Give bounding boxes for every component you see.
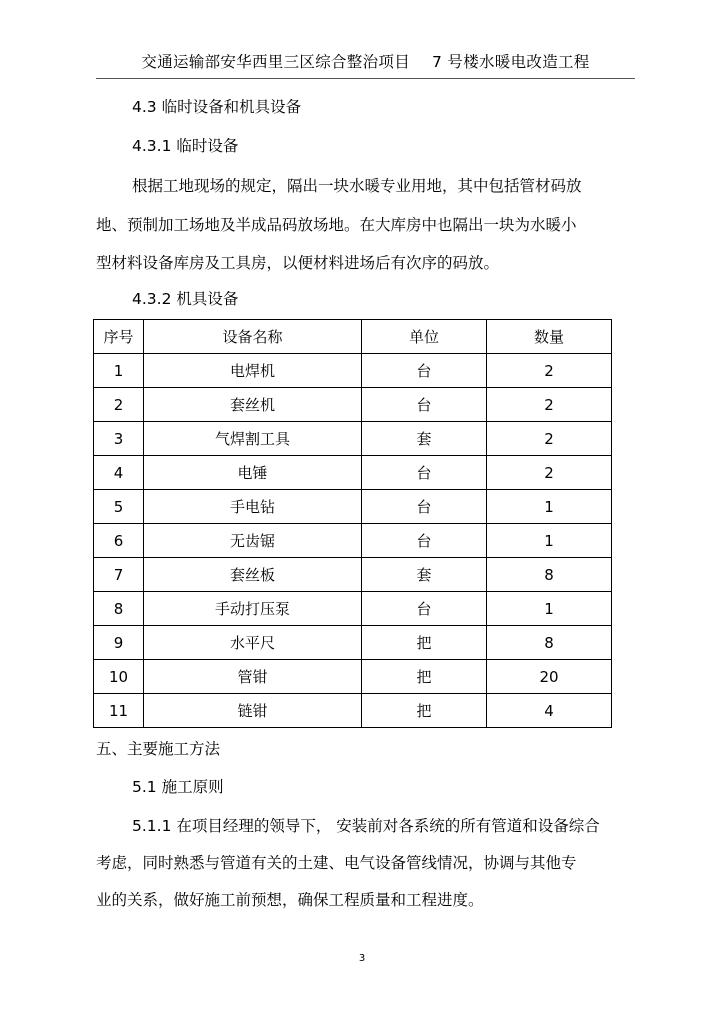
paragraph-4-3-1-line-3: 型材料设备库房及工具房，以便材料进场后有次序的码放。 [96,254,500,272]
table-row [94,626,612,660]
equipment-table [93,319,612,728]
cell-equipment-name: 水平尺 [144,626,362,660]
cell-equipment-name: 管钳 [144,660,362,694]
paragraph-5-1-1-line-2: 考虑，同时熟悉与管道有关的土建、电气设备管线情况，协调与其他专 [96,854,577,872]
cell-quantity: 2 [487,354,612,388]
table-row [94,354,612,388]
cell-unit: 台 [362,490,487,524]
cell-equipment-name: 套丝机 [144,388,362,422]
table-row [94,388,612,422]
cell-equipment-name: 电焊机 [144,354,362,388]
page-number: 3 [358,953,366,964]
header-building-name: 7 号楼水暖电改造工程 [432,53,590,71]
paragraph-5-1-1-line-1: 5.1.1 在项目经理的领导下， 安装前对各系统的所有管道和设备综合 [132,817,600,835]
cell-unit: 把 [362,626,487,660]
cell-equipment-name: 无齿锯 [144,524,362,558]
table-row [94,660,612,694]
cell-serial: 6 [94,524,144,558]
heading-4-3-2: 4.3.2 机具设备 [132,290,239,308]
cell-quantity: 8 [487,558,612,592]
cell-quantity: 4 [487,694,612,728]
table-row [94,558,612,592]
column-header-serial: 序号 [94,320,144,354]
heading-5-1: 5.1 施工原则 [132,778,224,796]
table-row [94,456,612,490]
column-header-quantity: 数量 [487,320,612,354]
cell-serial: 2 [94,388,144,422]
cell-quantity: 1 [487,524,612,558]
table-header-row [94,320,612,354]
paragraph-5-1-1-line-3: 业的关系，做好施工前预想，确保工程质量和工程进度。 [96,891,484,909]
cell-unit: 把 [362,660,487,694]
cell-serial: 7 [94,558,144,592]
cell-serial: 4 [94,456,144,490]
cell-equipment-name: 气焊割工具 [144,422,362,456]
table-row [94,694,612,728]
table-row [94,422,612,456]
column-header-name: 设备名称 [144,320,362,354]
cell-unit: 台 [362,456,487,490]
cell-unit: 套 [362,558,487,592]
header-divider [96,78,635,79]
table-body [94,354,612,728]
table-row [94,592,612,626]
heading-4-3: 4.3 临时设备和机具设备 [132,98,302,116]
paragraph-4-3-1-line-1: 根据工地现场的规定，隔出一块水暖专业用地，其中包括管材码放 [132,177,582,195]
cell-unit: 台 [362,354,487,388]
cell-quantity: 2 [487,388,612,422]
column-header-unit: 单位 [362,320,487,354]
heading-section-5: 五、主要施工方法 [96,740,221,758]
cell-quantity: 20 [487,660,612,694]
cell-serial: 5 [94,490,144,524]
cell-unit: 把 [362,694,487,728]
cell-serial: 10 [94,660,144,694]
cell-serial: 1 [94,354,144,388]
table-row [94,524,612,558]
cell-unit: 套 [362,422,487,456]
cell-quantity: 8 [487,626,612,660]
cell-quantity: 1 [487,592,612,626]
cell-serial: 3 [94,422,144,456]
cell-unit: 台 [362,388,487,422]
cell-equipment-name: 套丝板 [144,558,362,592]
paragraph-4-3-1-line-2: 地、预制加工场地及半成品码放场地。在大库房中也隔出一块为水暖小 [96,216,577,234]
running-header [96,50,635,74]
cell-serial: 8 [94,592,144,626]
cell-unit: 台 [362,524,487,558]
cell-equipment-name: 手电钻 [144,490,362,524]
cell-equipment-name: 手动打压泵 [144,592,362,626]
cell-quantity: 2 [487,422,612,456]
cell-equipment-name: 电锤 [144,456,362,490]
cell-equipment-name: 链钳 [144,694,362,728]
header-project-name: 交通运输部安华西里三区综合整治项目 [141,53,410,71]
cell-quantity: 1 [487,490,612,524]
cell-serial: 11 [94,694,144,728]
table-row [94,490,612,524]
cell-unit: 台 [362,592,487,626]
cell-quantity: 2 [487,456,612,490]
heading-4-3-1: 4.3.1 临时设备 [132,137,239,155]
cell-serial: 9 [94,626,144,660]
